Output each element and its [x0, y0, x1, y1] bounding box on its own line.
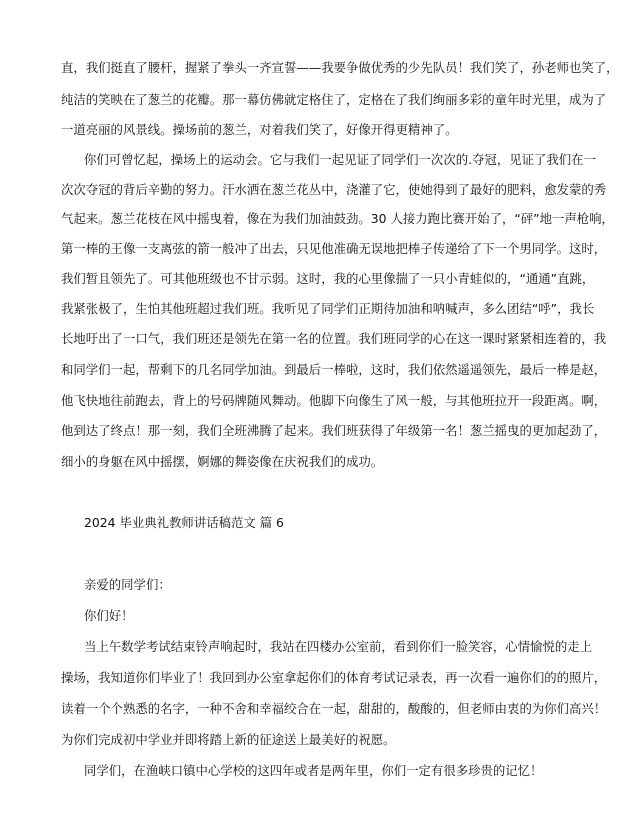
- paragraph-line: 他到达了终点！那一刻，我们全班沸腾了起来。我们班获得了年级第一名！葱兰摇曳的更加起劲了，: [61, 423, 607, 438]
- paragraph-line: 我紧张极了，生怕其他班超过我们班。我听见了同学们正期待加油和呐喊声，多么团结“呼”，我长: [61, 301, 595, 316]
- paragraph-line: 他飞快地往前跑去，背上的号码牌随风舞动。他脚下向像生了风一般，与其他班拉开一段距离。啊，: [61, 393, 607, 408]
- paragraph-line: 读着一个个熟悉的名字，一种不舍和幸福绞合在一起，甜甜的，酸酸的，但老师由衷的为你们高兴！: [61, 701, 607, 716]
- paragraph-line: 一道亮丽的风景线。操场前的葱兰，对着我们笑了，好像开得更精神了。: [61, 122, 458, 137]
- section-title: 2024 毕业典礼教师讲话稿范文 篇 6: [84, 515, 284, 530]
- paragraph-line: 同学们，在渔峡口镇中心学校的这四年或者是两年里，你们一定有很多珍贵的记忆！: [84, 763, 543, 778]
- paragraph-line: 直，我们挺直了腰杆，握紧了拳头一齐宣誓——我要争做优秀的少先队员！我们笑了，孙老师也笑了，: [61, 60, 619, 75]
- paragraph-line: 气起来。葱兰花枝在风中摇曳着，像在为我们加油鼓劲。30 人接力跑比赛开始了，“砰”地一声枪响，: [61, 211, 614, 226]
- paragraph-line: 为你们完成初中学业并即将踏上新的征途送上最美好的祝愿。: [61, 732, 396, 747]
- paragraph-line: 次次夺冠的背后辛勤的努力。汗水洒在葱兰花丛中，浇灌了它，使她得到了最好的肥料，愈发蒙的秀: [61, 182, 607, 197]
- greeting: 你们好！: [84, 608, 134, 623]
- paragraph-line: 纯洁的笑映在了葱兰的花瓣。那一幕仿佛就定格住了，定格在了我们绚丽多彩的童年时光里，成为了: [61, 92, 607, 107]
- paragraph-line: 操场，我知道你们毕业了！我回到办公室拿起你们的体育考试记录表，再一次看一遍你们的的照片，: [61, 670, 607, 685]
- paragraph-line: 你们可曾忆起，操场上的运动会。它与我们一起见证了同学们一次次的.夺冠，见证了我们在一: [84, 152, 596, 167]
- paragraph-line: 长地吁出了一口气，我们班还是领先在第一名的位置。我们班同学的心在这一课时紧紧相连着的，我: [61, 331, 607, 346]
- paragraph-line: 和同学们一起，帮剩下的几名同学加油。到最后一棒啦，这时，我们依然遥遥领先，最后一棒是赵，: [61, 362, 607, 377]
- salutation: 亲爱的同学们：: [84, 577, 171, 592]
- paragraph-line: 第一棒的王像一支离弦的箭一般冲了出去，只见他准确无误地把棒子传递给了下一个男同学。这时，: [61, 241, 607, 256]
- paragraph-line: 当上午数学考试结束铃声响起时，我站在四楼办公室前，看到你们一脸笑容，心情愉悦的走上: [84, 639, 593, 654]
- paragraph-line: 我们暂且领先了。可其他班级也不甘示弱。这时，我的心里像揣了一只小青蛙似的，“通通”直跳，: [61, 271, 595, 286]
- paragraph-line: 细小的身躯在风中摇摆，婀娜的舞姿像在庆祝我们的成功。: [61, 454, 384, 469]
